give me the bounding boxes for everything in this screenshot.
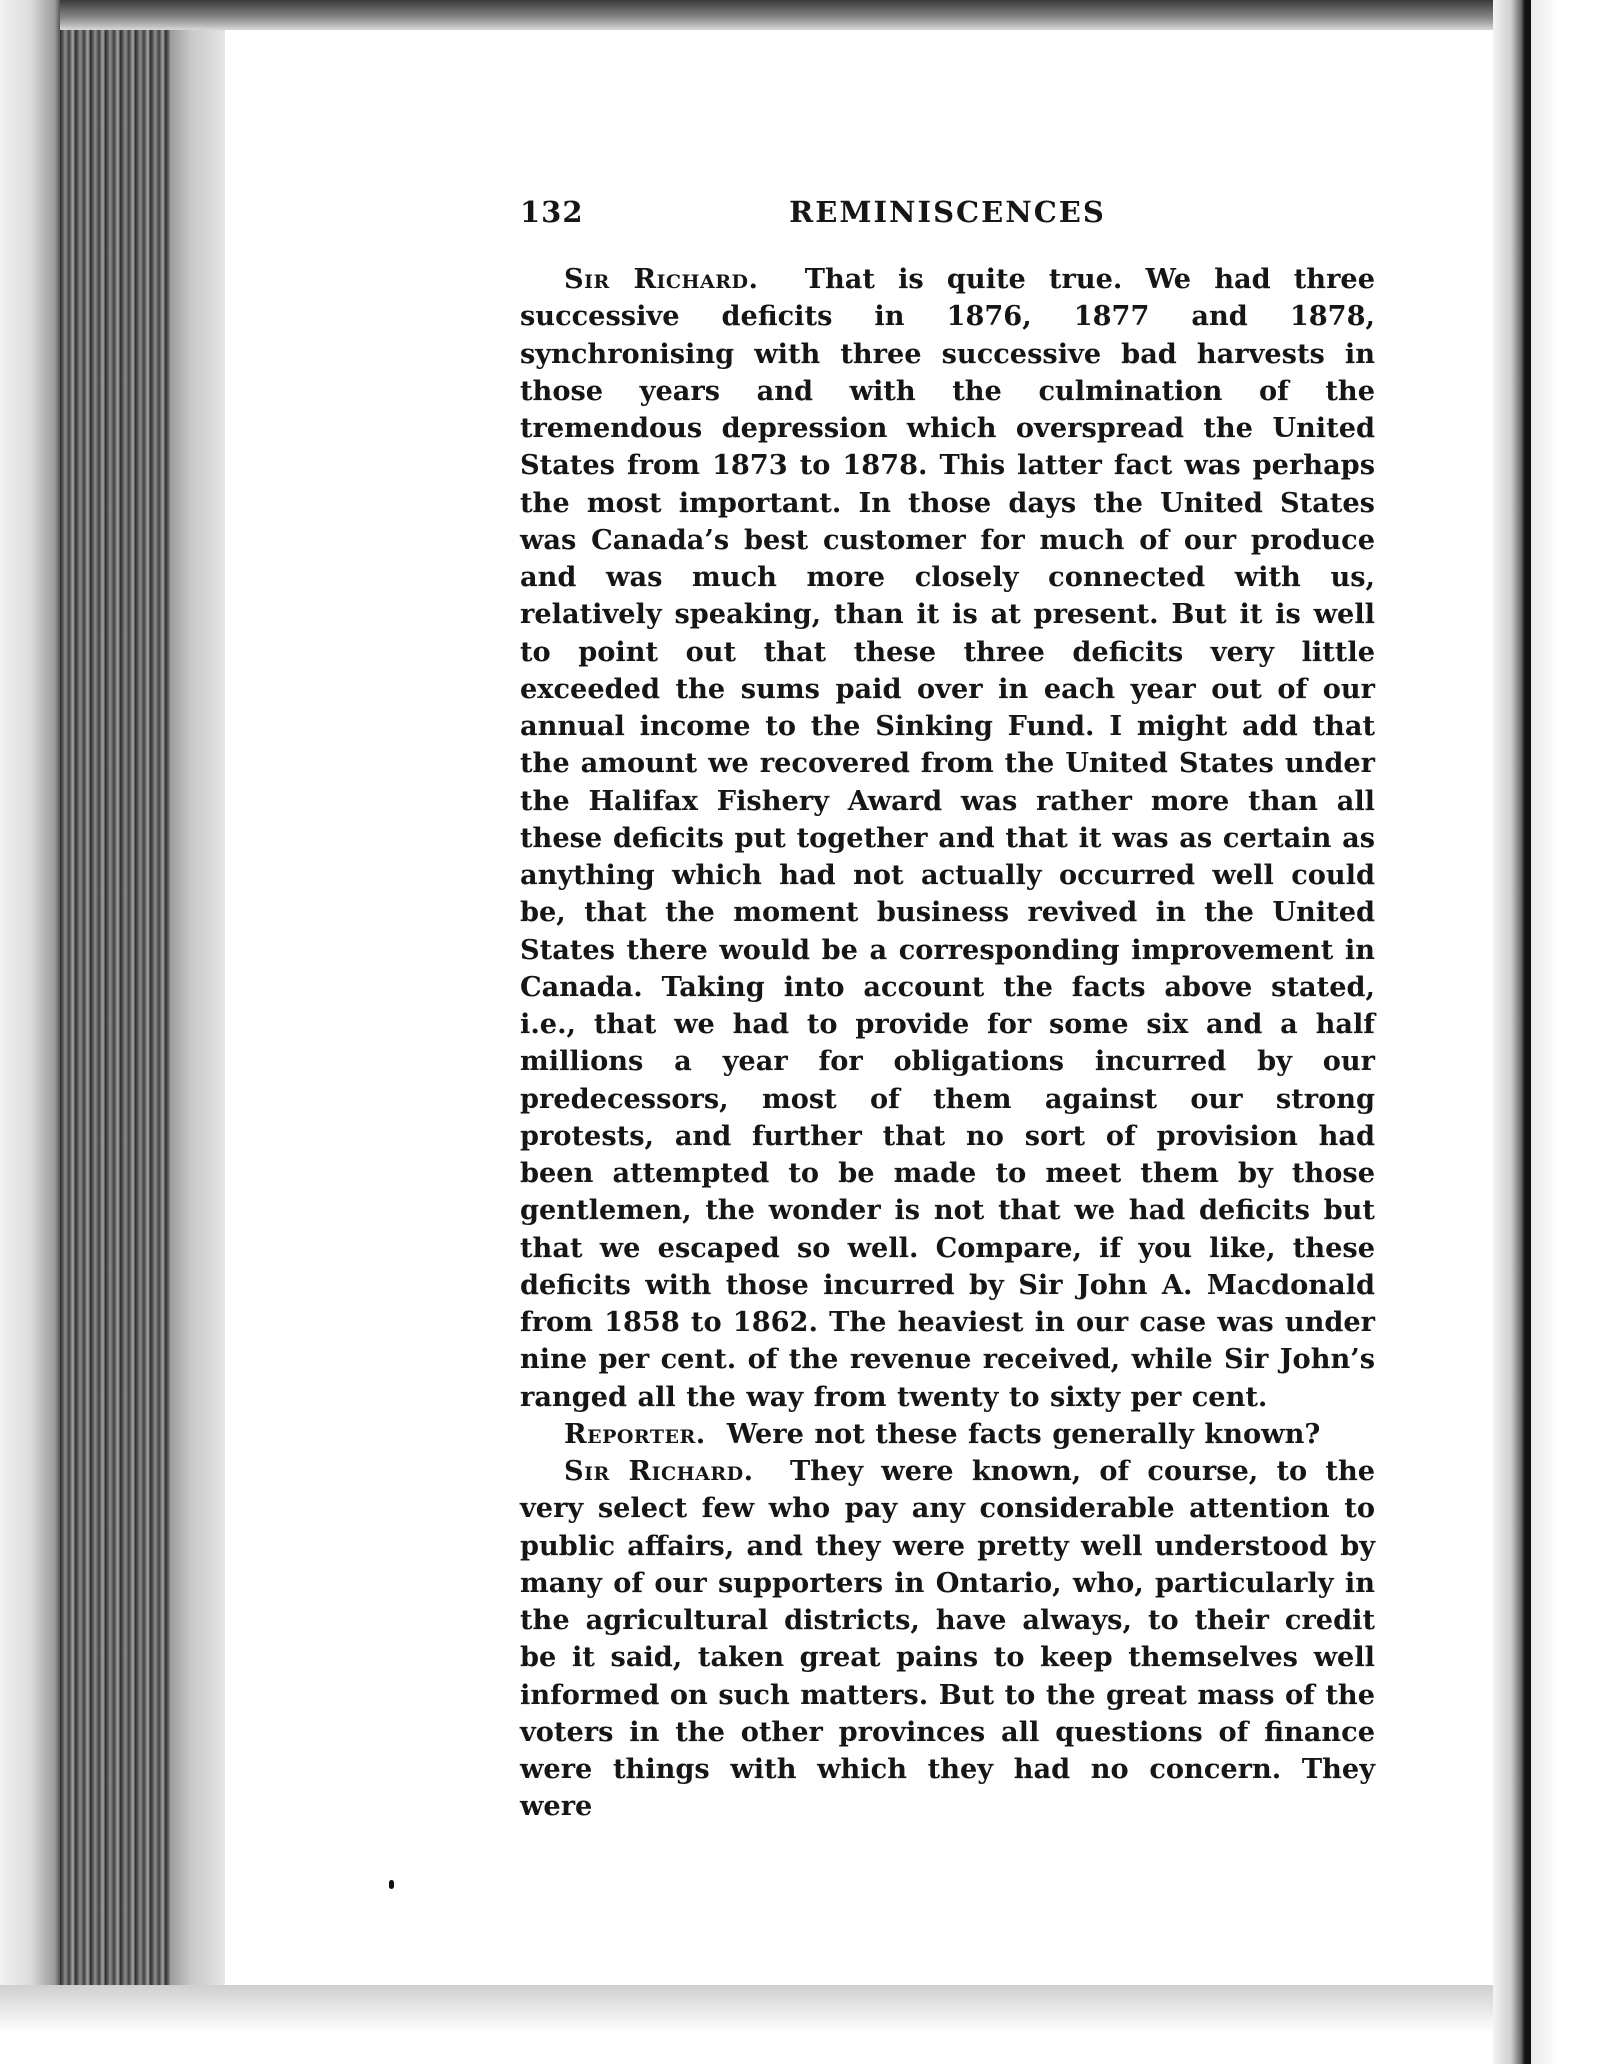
bottom-margin bbox=[0, 1985, 1550, 2064]
page-edges-highlight bbox=[170, 30, 225, 1990]
running-head bbox=[520, 195, 1375, 239]
paragraph-text: That is quite true. We had three successive deficits in 1876, 1877 and 1878, synchronising with three successive bad harvests in those years and with the culmination of the tremendous depression which overspread the United States from 1873 to 1878. This latter fact was perhaps the most important. In those days the United States was Canada’s best customer for much of our produce and was much more closely connected with us, relatively speaking, than it is at present. But it is well to point out that these three deficits very little exceeded the sums paid over in each year out of our annual income to the Sinking Fund. I might add that the amount we recovered from the United States under the Halifax Fishery Award was rather more than all these deficits put together and that it was as certain as anything which had not actually occurred well could be, that the moment business revived in the United States there would be a corresponding improvement in Canada. Taking into account the facts above stated, i.e., that we had to provide for some six and a half millions a year for obligations incurred by our predecessors, most of them against our strong protests, and further that no sort of provision had been attempted to be made to meet them by those gentlemen, the wonder is not that we had deficits but that we escaped so well. Compare, if you like, these deficits with those incurred by Sir John A. Macdonald from 1858 to 1862. The heaviest in our case was under nine per cent. of the revenue received, while Sir John’s ranged all the way from twenty to sixty per cent. bbox=[520, 263, 1375, 1413]
binding-gutter bbox=[1493, 0, 1531, 2064]
running-title: REMINISCENCES bbox=[789, 195, 1106, 229]
paragraph-text: They were known, of course, to the very select few who pay any considerable attention to public affairs, and they were pretty well understood by many of our supporters in Ontario, who, particularly in the agricultural districts, have always, to their credit be it said, taken great pains to keep themselves well informed on such matters. But to the great mass of the voters in the other provinces all questions of finance were things with which they had no concern. They were bbox=[520, 1455, 1376, 1823]
page-text-block bbox=[520, 195, 1375, 1826]
page-number: 132 bbox=[520, 195, 584, 229]
paragraph bbox=[520, 261, 1375, 1416]
paragraph bbox=[520, 1416, 1375, 1453]
speaker-name: Sir Richard. bbox=[564, 1455, 754, 1487]
paragraph bbox=[520, 1453, 1375, 1826]
top-shadow bbox=[60, 0, 1550, 30]
paragraph-text: Were not these facts generally known? bbox=[726, 1417, 1321, 1450]
book-cover-edge bbox=[0, 0, 60, 2064]
facing-page-edge bbox=[1531, 0, 1624, 2064]
ink-speck bbox=[389, 1880, 394, 1889]
speaker-name: Reporter. bbox=[564, 1417, 706, 1450]
speaker-name: Sir Richard. bbox=[564, 263, 759, 295]
